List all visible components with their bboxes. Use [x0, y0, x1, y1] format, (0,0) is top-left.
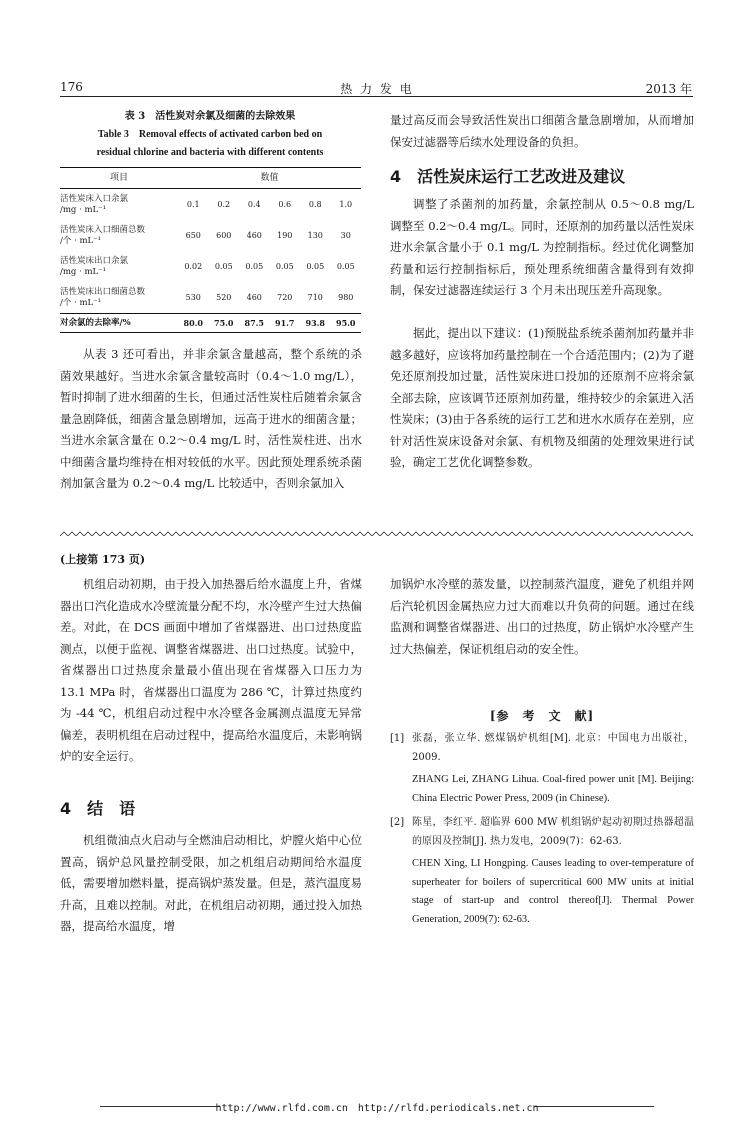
diamond-ornament [292, 532, 300, 536]
header-rule [60, 96, 693, 97]
diamond-ornament [92, 532, 100, 536]
diamond-ornament [236, 532, 244, 536]
row-label-line1: 活性炭床出口余氯 [60, 255, 129, 266]
row-label-unit: /mg · mL⁻¹ [60, 204, 107, 215]
section-heading-conclusion: 4 结 语 [60, 799, 136, 818]
paragraph-conclusion-continued: 加锅炉水冷壁的蒸发量，以控制蒸汽温度，避免了机组并网后汽轮机因金属热应力过大而难以升负荷的问题。通过在线监测和调整省煤器进、出口的过热度，防止锅炉水冷壁产生过大热偏差，保证机组启动的安全性。 [390, 577, 694, 656]
diamond-ornament [508, 532, 516, 536]
diamond-ornament [308, 532, 316, 536]
journal-year: 2013 年 [645, 82, 692, 96]
reference-number: [1] [390, 733, 405, 744]
table-header-item: 项目 [60, 168, 178, 189]
diamond-ornament [444, 532, 452, 536]
table-row-label: 对余氯的去除率/% [60, 314, 178, 333]
table-cell: 91.7 [270, 314, 301, 333]
diamond-ornament [212, 532, 220, 536]
section-heading-improvement: 4 活性炭床运行工艺改进及建议 [390, 167, 626, 186]
table-row-label [60, 220, 178, 251]
diamond-ornament [284, 532, 292, 536]
diamond-ornament [116, 532, 124, 536]
table-cell: 0.05 [306, 262, 325, 271]
diamond-ornament [340, 532, 348, 536]
table-cell: 0.05 [214, 262, 233, 271]
diamond-ornament [676, 532, 684, 536]
diamond-ornament [588, 532, 596, 536]
diamond-ornament [684, 532, 692, 536]
diamond-ornament [652, 532, 660, 536]
diamond-ornament [556, 532, 564, 536]
diamond-ornament [324, 532, 332, 536]
reference-cn: 陈星，李红平. 超临界 600 MW 机组锅炉起动初期过热器超温的原因及控制[J]. 热力发电，2009(7)：62-63. [412, 817, 694, 847]
diamond-ornament [612, 532, 620, 536]
page-number: 176 [60, 80, 83, 94]
diamond-ornament [540, 532, 548, 536]
table-cell: 650 [185, 231, 201, 240]
table-cell: 0.4 [247, 200, 261, 209]
table-caption-en-1: Table 3 Removal effects of activated carbon bed on [97, 129, 323, 140]
table-cell: 93.8 [300, 314, 331, 333]
diamond-ornament [84, 532, 92, 536]
table-3 [60, 167, 361, 333]
row-label-line1: 活性炭床出口细菌总数 [60, 286, 146, 297]
diamond-ornament [492, 532, 500, 536]
diamond-ornament [68, 532, 76, 536]
reference-item [390, 730, 694, 808]
diamond-ornament [572, 532, 580, 536]
table-cell: 190 [277, 231, 293, 240]
continued-from-note: (上接第 173 页) [60, 553, 146, 566]
diamond-ornament [140, 532, 148, 536]
reference-number: [2] [390, 817, 405, 828]
diamond-ornament [532, 532, 540, 536]
diamond-ornament [156, 532, 164, 536]
diamond-ornament [332, 532, 340, 536]
diamond-ornament [516, 532, 524, 536]
diamond-ornament [628, 532, 636, 536]
table-cell: 710 [307, 293, 323, 302]
table-row-label [60, 251, 178, 282]
diamond-ornament [604, 532, 612, 536]
footer-urls: http://www.rlfd.com.cn http://rlfd.periodicals.net.cn [215, 1103, 539, 1114]
diamond-ornament [260, 532, 268, 536]
table-cell: 720 [277, 293, 293, 302]
diamond-ornament [124, 532, 132, 536]
diamond-ornament [380, 532, 388, 536]
row-label-unit: /个 · mL⁻¹ [60, 297, 102, 308]
table-header-value: 数值 [178, 168, 361, 189]
diamond-ornament [428, 532, 436, 536]
diamond-ornament [76, 532, 84, 536]
diamond-ornament [636, 532, 644, 536]
table-cell: 1.0 [339, 200, 353, 209]
diamond-ornament [388, 532, 396, 536]
decorative-separator [60, 526, 693, 536]
diamond-ornament [196, 532, 204, 536]
diamond-ornament [268, 532, 276, 536]
diamond-ornament [420, 532, 428, 536]
table-cell: 0.6 [278, 200, 292, 209]
table-cell: 460 [246, 293, 262, 302]
diamond-ornament [300, 532, 308, 536]
diamond-ornament [412, 532, 420, 536]
diamond-ornament [364, 532, 372, 536]
table-cell: 600 [216, 231, 232, 240]
diamond-ornament [460, 532, 468, 536]
table-cell: 520 [216, 293, 232, 302]
row-label-unit: /个 · mL⁻¹ [60, 235, 102, 246]
reference-en: ZHANG Lei, ZHANG Lihua. Coal-fired power unit [M]. Beijing: China Electric Power Press, 2009 (in Chinese). [412, 774, 694, 804]
diamond-ornament [668, 532, 676, 536]
table-row [60, 220, 361, 251]
table-cell: 980 [338, 293, 354, 302]
diamond-ornament [564, 532, 572, 536]
table-cell: 530 [185, 293, 201, 302]
row-label-unit: /mg · mL⁻¹ [60, 266, 107, 277]
diamond-ornament [692, 532, 693, 536]
diamond-ornament [452, 532, 460, 536]
table-cell: 0.8 [308, 200, 322, 209]
table-row-label [60, 189, 178, 221]
table-row [60, 251, 361, 282]
table-cell: 75.0 [209, 314, 240, 333]
diamond-ornament [244, 532, 252, 536]
paragraph-recommendations: 据此，提出以下建议：(1)预脱盐系统杀菌剂加药量并非越多越好，应该将加药量控制在一个合适范围内；(2)为了避免还原剂投加过量，活性炭床进口投加的还原剂不应将余氯全部去除，应该调节还原剂加药量，维持较少的余氯进入活性炭床；(3)由于各系统的运行工艺和进水水质存在差别，应针对活性炭床设备对余氯、有机物及细菌的处理效果进行试验，确定工艺优化调整参数。 [390, 326, 694, 469]
diamond-ornament [148, 532, 156, 536]
table-cell: 130 [307, 231, 323, 240]
journal-title: 热 力 发 电 [340, 82, 414, 96]
diamond-ornament [436, 532, 444, 536]
diamond-ornament [60, 532, 68, 536]
diamond-ornament [524, 532, 532, 536]
table-caption-en-2: residual chlorine and bacteria with different contents [96, 147, 324, 158]
table-cell: 87.5 [239, 314, 270, 333]
table-row [60, 282, 361, 314]
diamond-ornament [188, 532, 196, 536]
reference-item [390, 814, 694, 929]
table-cell: 0.02 [184, 262, 203, 271]
diamond-ornament [500, 532, 508, 536]
diamond-ornament [132, 532, 140, 536]
diamond-ornament [476, 532, 484, 536]
diamond-ornament [164, 532, 172, 536]
paragraph-continued-top: 量过高反而会导致活性炭出口细菌含量急剧增加，从而增加保安过滤器等后续水处理设备的负担。 [390, 113, 694, 149]
table-cell: 30 [340, 231, 351, 240]
table-cell: 0.2 [217, 200, 231, 209]
row-label-line1: 活性炭床入口余氯 [60, 193, 129, 204]
diamond-ornament [372, 532, 380, 536]
table-caption-cn: 表 3 活性炭对余氯及细菌的去除效果 [124, 111, 296, 122]
paragraph-conclusion: 机组微油点火启动与全燃油启动相比，炉膛火焰中心位置高，锅炉总风量控制受限，加之机组启动期间给水温度低，需要增加燃料量，提高锅炉蒸发量。但是，蒸汽温度易升高，且难以控制。对此，在机组启动初期，通过投入加热器，提高给水温度，增 [60, 833, 362, 933]
reference-cn: 张磊，张立华. 燃煤锅炉机组[M]. 北京：中国电力出版社，2009. [412, 733, 694, 763]
table-row [60, 189, 361, 221]
reference-en: CHEN Xing, LI Hongping. Causes leading to over-temperature of superheater for boilers of supercritical 600 MW units at initial stage of start-up and control thereof[J]. Thermal Power Generation, 2009(7): 62-63. [412, 858, 694, 925]
diamond-ornament [484, 532, 492, 536]
diamond-ornament [108, 532, 116, 536]
references-heading: [参 考 文 献] [489, 709, 595, 723]
diamond-ornament [228, 532, 236, 536]
table-cell: 0.05 [275, 262, 294, 271]
diamond-ornament [396, 532, 404, 536]
paragraph-table-analysis: 从表 3 还可看出，并非余氯含量越高，整个系统的杀菌效果越好。当进水余氯含量较高时（0.4～1.0 mg/L），暂时抑制了进水细菌的生长，但通过活性炭柱后随着余氯含量急剧降低，细菌含量急剧增加，远高于进水的细菌含量；当进水余氯含量在 0.2～0.4 mg/L 时，活性炭柱进、出水中细菌含量均维持在相对较低的水平。因此预处理系统杀菌剂加氯含量为 0.2～0.4 mg/L 比较适中，否则余氯加入 [60, 347, 362, 490]
diamond-ornament [468, 532, 476, 536]
diamond-ornament [348, 532, 356, 536]
paragraph-startup-analysis: 机组启动初期，由于投入加热器后给水温度上升，省煤器出口汽化造成水冷壁流量分配不均，水冷壁产生过大热偏差。对此，在 DCS 画面中增加了省煤器进、出口过热度监测点，以便于监视、调整省煤器进、出口过热度。试验中，省煤器出口过热度余量最小值出现在省煤器入口压力为 13.1 MPa 时，省煤器出口温度为 286 ℃，计算过热度约为 -44 ℃，机组启动过程中水冷壁各金属测点温度无异常偏差，表明机组在启动过程中，提高给水温度后，未影响锅炉的安全运行。 [60, 577, 362, 763]
table-row-label [60, 282, 178, 314]
diamond-ornament [100, 532, 108, 536]
table-cell: 80.0 [178, 314, 209, 333]
diamond-ornament [644, 532, 652, 536]
diamond-ornament [580, 532, 588, 536]
diamond-ornament [172, 532, 180, 536]
diamond-ornament [180, 532, 188, 536]
table-row-removal-rate [60, 314, 361, 333]
paragraph-adjustment: 调整了杀菌剂的加药量，余氯控制从 0.5～0.8 mg/L 调整至 0.2～0.4 mg/L。同时，还原剂的加药量以活性炭床进水余氯含量小于 0.1 mg/L 为控制指标。经过优化调整加药量和运行控制指标后，预处理系统细菌含量得到有效抑制，保安过滤器连续运行 3 个月未出现压差升高现象。 [390, 197, 694, 297]
diamond-ornament [356, 532, 364, 536]
diamond-ornament [220, 532, 228, 536]
diamond-ornament [548, 532, 556, 536]
diamond-ornament [660, 532, 668, 536]
references-list [390, 730, 694, 929]
table-cell: 0.1 [186, 200, 200, 209]
table-caption [60, 108, 360, 162]
row-label-line1: 活性炭床入口细菌总数 [60, 224, 146, 235]
diamond-ornament [276, 532, 284, 536]
diamond-ornament [316, 532, 324, 536]
table-cell: 95.0 [331, 314, 362, 333]
table-cell: 0.05 [336, 262, 355, 271]
table-cell: 0.05 [245, 262, 264, 271]
diamond-ornament [596, 532, 604, 536]
diamond-ornament [620, 532, 628, 536]
diamond-ornament [404, 532, 412, 536]
table-cell: 460 [246, 231, 262, 240]
diamond-ornament [252, 532, 260, 536]
diamond-ornament [204, 532, 212, 536]
